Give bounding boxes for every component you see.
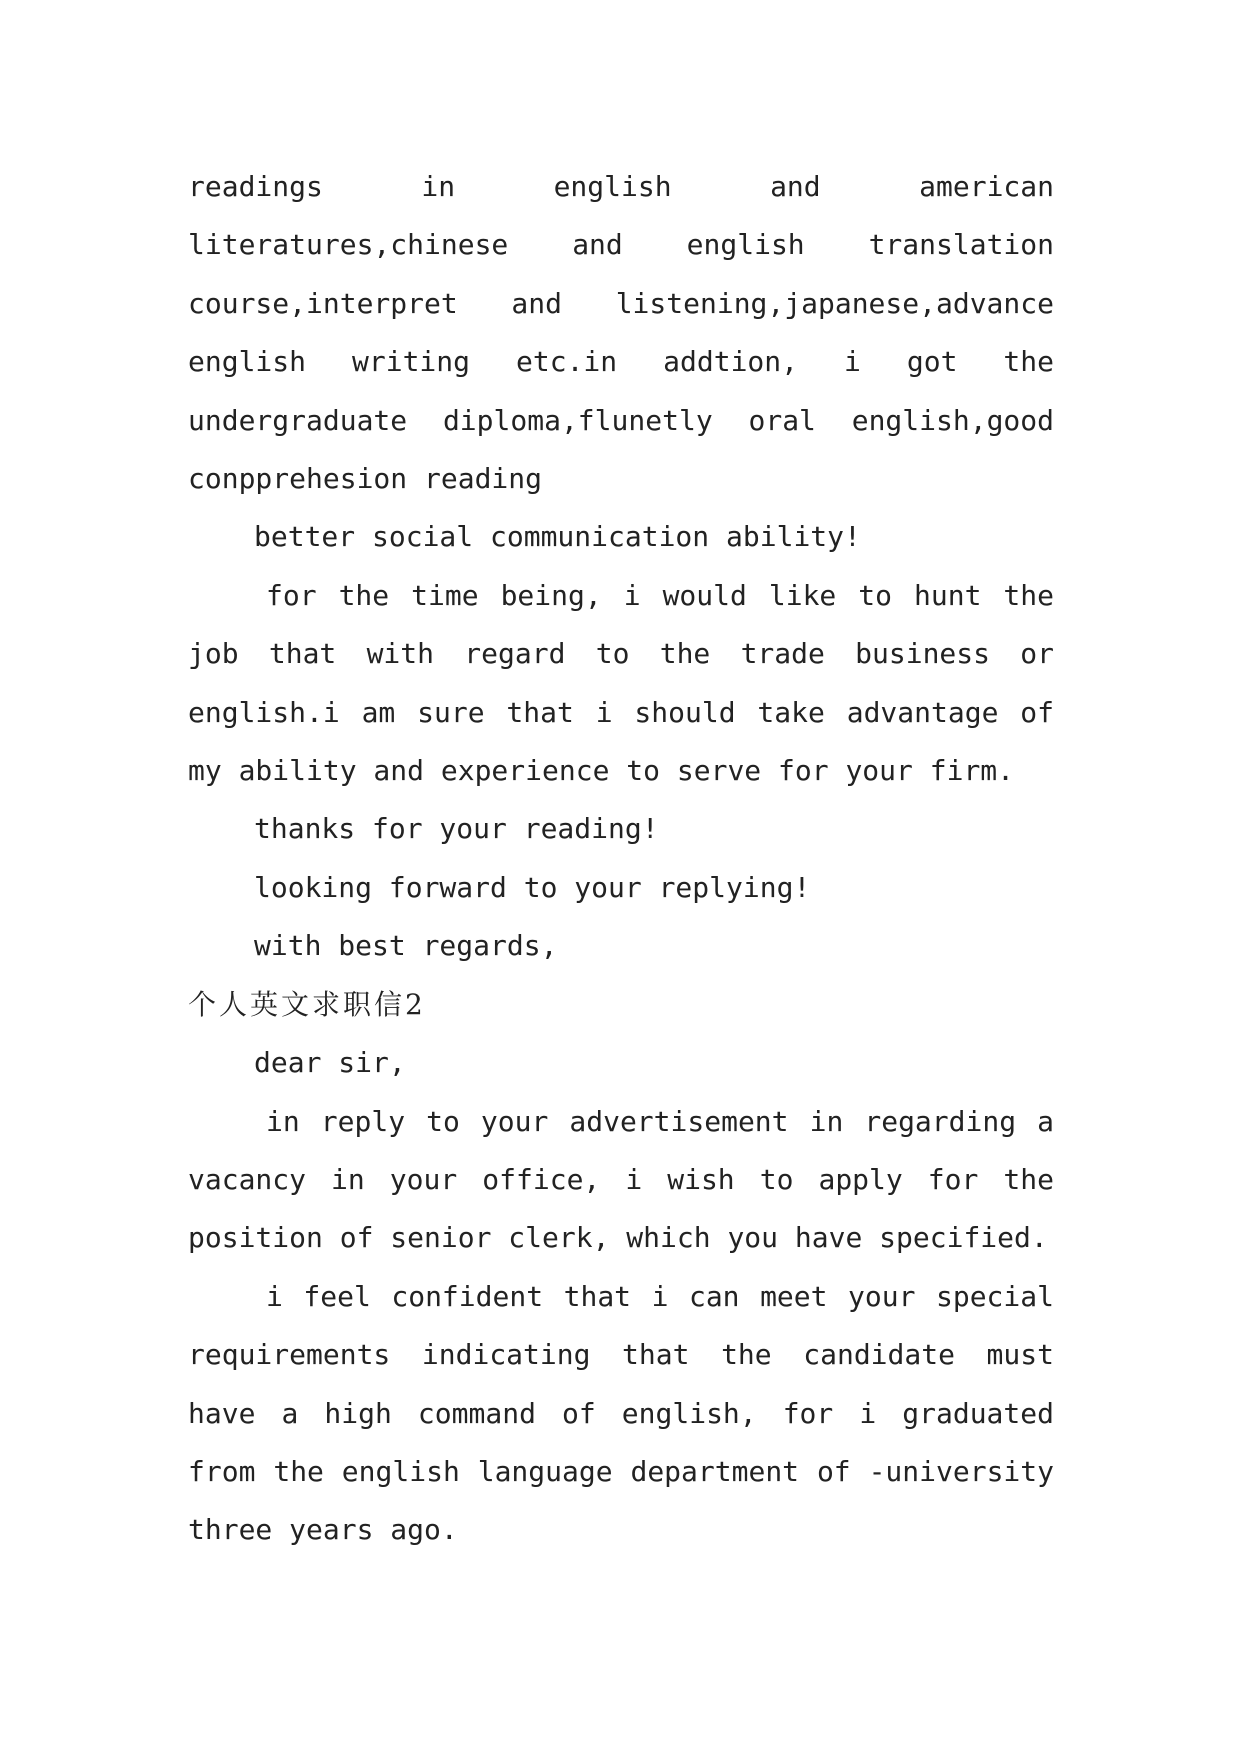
- paragraph-reply: in reply to your advertisement in regarding a vacancy in your office, i wish to apply for the position of senior clerk, which you have specified.: [188, 1104, 1054, 1255]
- paragraph-qualification: i feel confident that i can meet your special requirements indicating that the candidate must have a high command of english, for i graduated from the english language department of -university three years ago.: [188, 1279, 1054, 1547]
- paragraph-closing: with best regards,: [254, 929, 558, 963]
- letter-body: [188, 158, 1054, 1560]
- paragraph-communication: better social communication ability!: [254, 520, 861, 554]
- section-heading: 个人英文求职信2: [188, 987, 426, 1021]
- paragraph-education: readings in english and american literatures,chinese and english translation course,interpret and listening,japanese,advance english writing etc.in addtion, i got the undergraduate diploma,flunetly oral english,good conpprehesion reading: [188, 170, 1054, 496]
- paragraph-looking-forward: looking forward to your replying!: [254, 870, 811, 904]
- paragraph-thanks: thanks for your reading!: [254, 812, 659, 846]
- salutation: dear sir,: [254, 1046, 406, 1080]
- paragraph-job-goal: for the time being, i would like to hunt the job that with regard to the trade business or english.i am sure that i should take advantage of my ability and experience to serve for your firm.: [188, 578, 1054, 788]
